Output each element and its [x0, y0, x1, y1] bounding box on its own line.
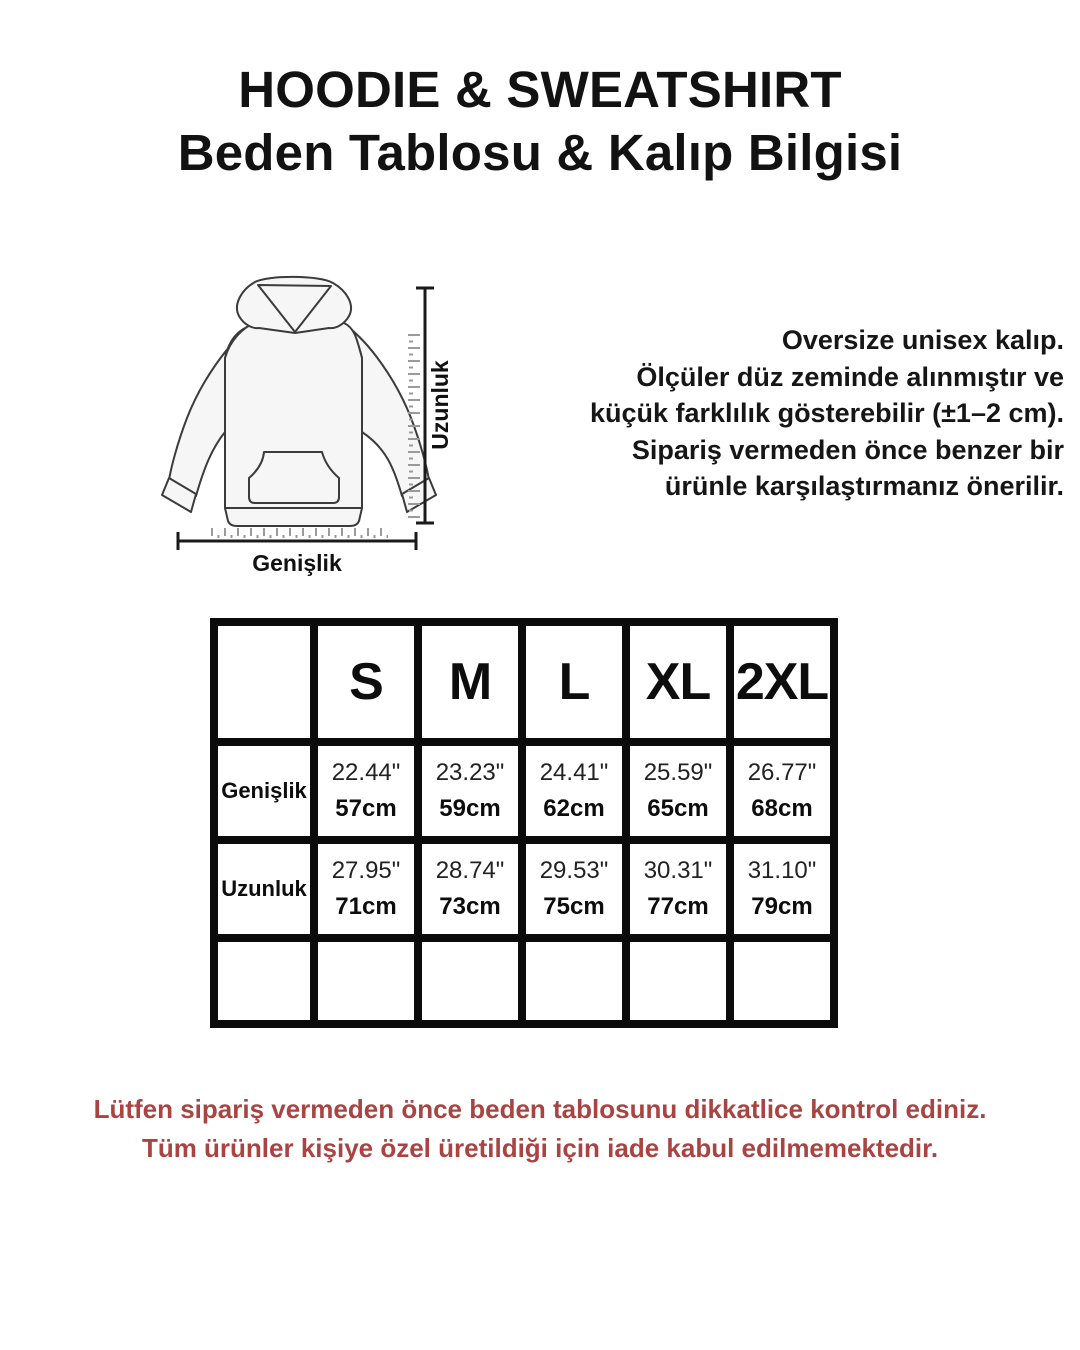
- length-value-cell: [526, 844, 622, 934]
- table-row-width: [218, 746, 830, 836]
- value-cm: 62cm: [543, 795, 605, 822]
- size-header-xl: XL: [630, 626, 726, 738]
- value-cm: 77cm: [647, 893, 709, 920]
- value-inches: 30.31": [643, 857, 713, 884]
- size-table: [210, 618, 838, 1028]
- hoodie-pocket: [249, 452, 339, 503]
- value-inches: 22.44": [331, 759, 401, 786]
- value-cm: 79cm: [751, 893, 813, 920]
- title-line-1: HOODIE & SWEATSHIRT: [238, 61, 842, 118]
- fit-info-line: Sipariş vermeden önce benzer bir: [631, 434, 1064, 465]
- fit-info-line: ürünle karşılaştırmanız önerilir.: [664, 471, 1064, 501]
- width-value-cell: [526, 746, 622, 836]
- size-table-section: [210, 618, 838, 1028]
- row-label-length: Uzunluk: [218, 844, 310, 934]
- length-value-cell: [422, 844, 518, 934]
- hoodie-size-diagram: [148, 262, 488, 602]
- fit-info-line: küçük farklılık gösterebilir (±1–2 cm).: [589, 398, 1064, 428]
- row-label-width: Genişlik: [218, 746, 310, 836]
- value-inches: 31.10": [747, 857, 817, 884]
- empty-cell: [218, 942, 310, 1020]
- disclaimer-note: [0, 1090, 1080, 1168]
- value-cm: 75cm: [543, 893, 605, 920]
- value-cm: 57cm: [335, 795, 397, 822]
- empty-cell: [526, 942, 622, 1020]
- width-value-cell: [318, 746, 414, 836]
- width-ruler-ticks: [211, 532, 388, 537]
- size-header-s: S: [318, 626, 414, 738]
- table-corner-cell: [218, 626, 310, 738]
- disclaimer-line-2: Tüm ürünler kişiye özel üretildiği için iade kabul edilmemektedir.: [141, 1133, 939, 1163]
- table-row-empty: [218, 942, 830, 1020]
- size-header-l: L: [526, 626, 622, 738]
- fit-info-text: [524, 322, 1064, 505]
- value-cm: 59cm: [439, 795, 501, 822]
- hoodie-hem-band: [225, 508, 362, 526]
- length-value-cell: [630, 844, 726, 934]
- title-line-2: Beden Tablosu & Kalıp Bilgisi: [177, 124, 903, 181]
- fit-info-line: Oversize unisex kalıp.: [781, 325, 1064, 355]
- disclaimer-line-1: Lütfen sipariş vermeden önce beden tablosunu dikkatlice kontrol ediniz.: [93, 1094, 987, 1124]
- size-header-2xl: 2XL: [734, 626, 830, 738]
- value-cm: 73cm: [439, 893, 501, 920]
- value-cm: 71cm: [335, 893, 397, 920]
- width-value-cell: [734, 746, 830, 836]
- width-value-cell: [422, 746, 518, 836]
- page-title: [0, 58, 1080, 184]
- value-inches: 29.53": [539, 857, 609, 884]
- value-cm: 65cm: [647, 795, 709, 822]
- width-value-cell: [630, 746, 726, 836]
- empty-cell: [734, 942, 830, 1020]
- value-inches: 28.74": [435, 857, 505, 884]
- length-label: Uzunluk: [427, 360, 453, 450]
- fit-info-line: Ölçüler düz zeminde alınmıştır ve: [636, 361, 1064, 392]
- width-label: Genişlik: [252, 550, 342, 576]
- value-inches: 26.77": [747, 759, 817, 786]
- value-inches: 27.95": [331, 857, 401, 884]
- size-header-m: M: [422, 626, 518, 738]
- value-inches: 23.23": [435, 759, 505, 786]
- table-row-length: [218, 844, 830, 934]
- value-inches: 25.59": [643, 759, 713, 786]
- value-inches: 24.41": [539, 759, 609, 786]
- length-value-cell: [318, 844, 414, 934]
- empty-cell: [318, 942, 414, 1020]
- empty-cell: [422, 942, 518, 1020]
- empty-cell: [630, 942, 726, 1020]
- value-cm: 68cm: [751, 795, 813, 822]
- length-value-cell: [734, 844, 830, 934]
